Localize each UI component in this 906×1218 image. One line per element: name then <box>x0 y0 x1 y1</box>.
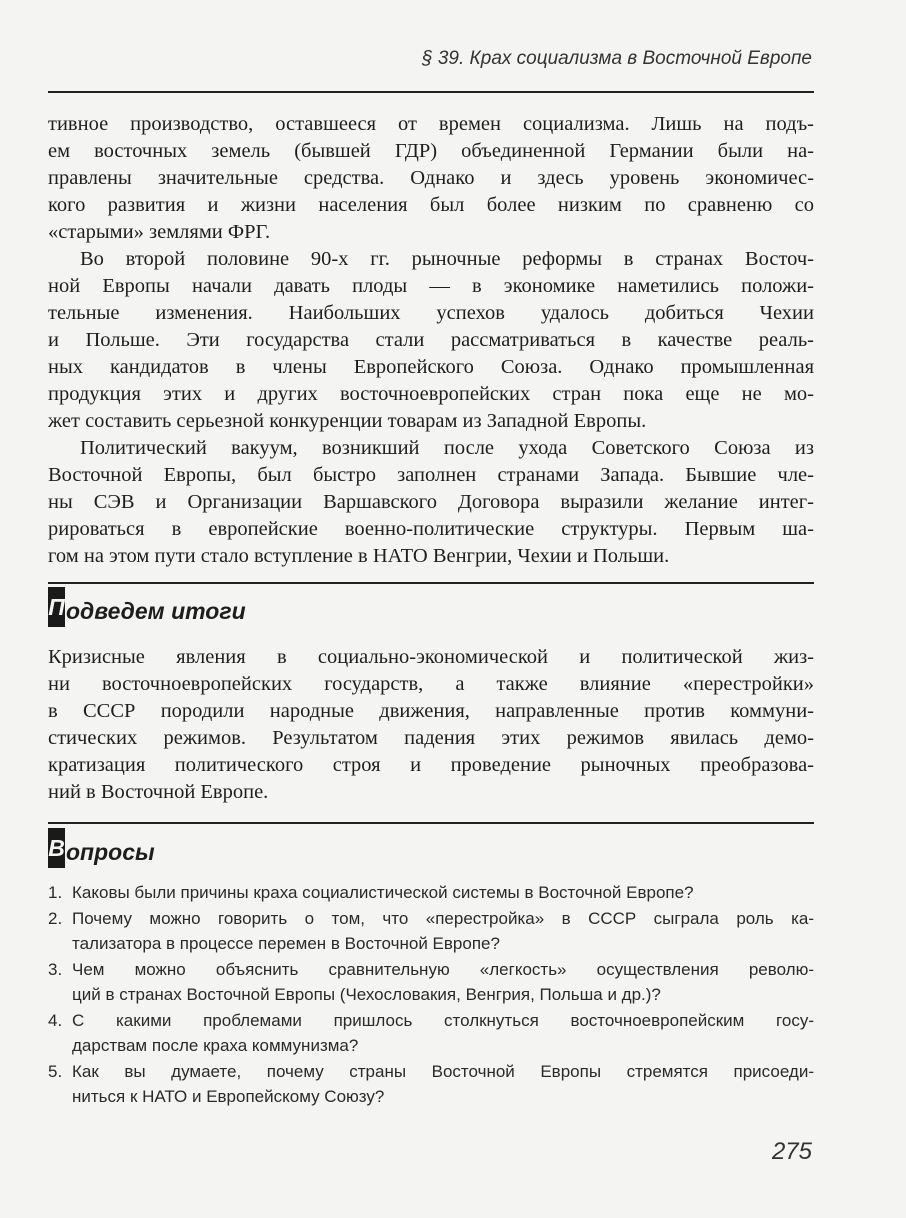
text-line: ниться к НАТО и Европейскому Союзу? <box>72 1087 385 1106</box>
section-rule <box>48 822 814 824</box>
text-line: ций в странах Восточной Европы (Чехословакия, Венгрия, Польша и др.)? <box>72 985 661 1004</box>
text-line: Чем можно объяснить сравнительную «легкость» осуществления револю- <box>72 959 814 979</box>
text-line: Кризисные явления в социально-экономической и политической жиз- <box>48 646 814 668</box>
text-line: С какими проблемами пришлось столкнуться восточноевропейским госу- <box>72 1010 814 1030</box>
question-number: 1. <box>48 883 63 902</box>
text-line: Восточной Европы, был быстро заполнен странами Запада. Бывшие чле- <box>48 464 814 486</box>
question-number: 2. <box>48 908 63 928</box>
page-number: 275 <box>771 1138 812 1165</box>
running-header: § 39. Крах социализма в Восточной Европе <box>422 48 812 69</box>
text-line: стических режимов. Результатом падения этих режимов явилась демо- <box>48 727 814 749</box>
text-line: Как вы думаете, почему страны Восточной Европы стремятся присоеди- <box>72 1061 814 1081</box>
question-number: 3. <box>48 959 63 979</box>
text-line: ной Европы начали давать плоды — в экономике наметились положи- <box>48 275 814 297</box>
text-line: тивное производство, оставшееся от времен социализма. Лишь на подъ- <box>48 113 814 135</box>
text-line: ний в Восточной Европе. <box>48 781 269 803</box>
question-item <box>48 1059 814 1110</box>
text-line: Во второй половине 90-х гг. рыночные реформы в странах Восточ- <box>80 248 814 270</box>
text-line: Каковы были причины краха социалистической системы в Восточной Европе? <box>72 883 694 902</box>
question-item <box>48 906 814 957</box>
text-line: правлены значительные средства. Однако и здесь уровень экономичес- <box>48 167 814 189</box>
paragraph <box>48 246 814 435</box>
question-text <box>72 1059 814 1110</box>
text-line: дарствам после краха коммунизма? <box>72 1036 359 1055</box>
text-line: кого развития и жизни населения был более низким по сравненю со <box>48 194 814 216</box>
text-line: продукция этих и других восточноевропейских стран пока еще не мо- <box>48 383 814 405</box>
question-text <box>72 906 814 957</box>
text-line: ны СЭВ и Организации Варшавского Договора выразили желание интег- <box>48 491 814 513</box>
text-line: рироваться в европейские военно-политические структуры. Первым ша- <box>48 518 814 540</box>
text-line: жет составить серьезной конкуренции товарам из Западной Европы. <box>48 410 647 432</box>
text-line: ем восточных земель (бывшей ГДР) объединенной Германии были на- <box>48 140 814 162</box>
question-item <box>48 1008 814 1059</box>
text-line: тализатора в процессе перемен в Восточной Европе? <box>72 934 500 953</box>
questions-list <box>48 880 814 1110</box>
text-line: и Польше. Эти государства стали рассматриваться в качестве реаль- <box>48 329 814 351</box>
heading-initial: П <box>48 587 65 627</box>
summary-heading <box>48 593 246 629</box>
heading-initial: В <box>48 828 65 868</box>
text-line: ни восточноевропейских государств, а также влияние «перестройки» <box>48 673 814 695</box>
header-rule <box>48 91 814 93</box>
paragraph <box>48 111 814 246</box>
text-line: в СССР породили народные движения, направленные против коммуни- <box>48 700 814 722</box>
question-number: 4. <box>48 1010 63 1030</box>
text-line: кратизация политического строя и проведение рыночных преобразова- <box>48 754 814 776</box>
question-text <box>72 1008 814 1059</box>
main-text <box>48 111 814 570</box>
question-text <box>72 880 814 906</box>
text-line: Политический вакуум, возникший после ухода Советского Союза из <box>80 437 814 459</box>
question-item <box>48 957 814 1008</box>
text-line: «старыми» землями ФРГ. <box>48 221 271 243</box>
heading-rest: опросы <box>66 839 155 865</box>
summary-text <box>48 644 814 806</box>
text-line: ных кандидатов в члены Европейского Союза. Однако промышленная <box>48 356 814 378</box>
text-line: тельные изменения. Наибольших успехов удалось добиться Чехии <box>48 302 814 324</box>
question-item <box>48 880 814 906</box>
text-line: Почему можно говорить о том, что «перестройка» в СССР сыграла роль ка- <box>72 908 814 928</box>
text-line: гом на этом пути стало вступление в НАТО Венгрии, Чехии и Польши. <box>48 545 670 567</box>
question-number: 5. <box>48 1061 63 1081</box>
paragraph <box>48 435 814 570</box>
questions-heading <box>48 834 155 870</box>
section-rule <box>48 582 814 584</box>
question-text <box>72 957 814 1008</box>
heading-rest: одведем итоги <box>66 598 246 624</box>
